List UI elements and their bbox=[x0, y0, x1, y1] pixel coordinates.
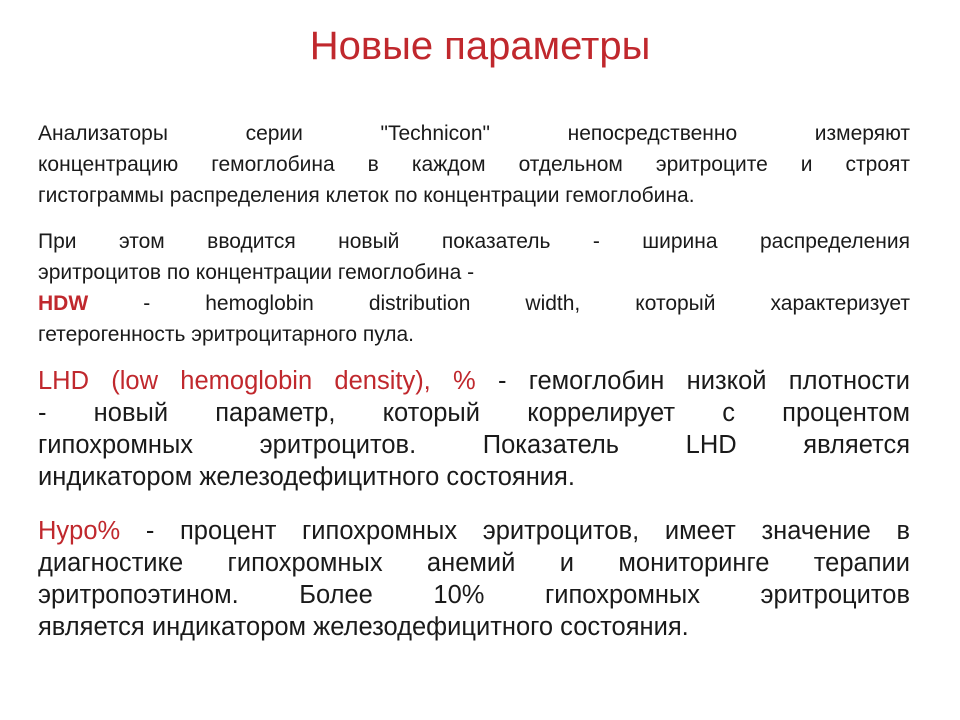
text-line: гипохромных эритроцитов. Показатель LHD является bbox=[38, 431, 910, 459]
lhd-definition: - гемоглобин низкой плотности bbox=[475, 367, 910, 395]
text-line: эритропоэтином. Более 10% гипохромных эритроцитов bbox=[38, 581, 910, 609]
lhd-term: LHD (low hemoglobin density), % bbox=[38, 367, 476, 395]
slide-title: Новые параметры bbox=[309, 24, 651, 68]
hdw-term: HDW bbox=[38, 292, 89, 315]
paragraph-text bbox=[38, 515, 910, 643]
paragraph-hdw bbox=[38, 226, 910, 350]
text-line bbox=[38, 365, 910, 397]
paragraph-lhd bbox=[38, 365, 910, 493]
text-line bbox=[38, 288, 910, 319]
text-line: диагностике гипохромных анемий и мониторинге терапии bbox=[38, 549, 910, 577]
text-line: индикатором железодефицитного состояния. bbox=[38, 463, 575, 491]
text-line: гетерогенность эритроцитарного пула. bbox=[38, 323, 415, 346]
text-line: концентрацию гемоглобина в каждом отдельном эритроците и строят bbox=[38, 153, 910, 176]
paragraph-text bbox=[38, 118, 910, 211]
hypo-definition: - процент гипохромных эритроцитов, имеет значение в bbox=[120, 517, 910, 545]
text-line: гистограммы распределения клеток по концентрации гемоглобина. bbox=[38, 184, 695, 207]
text-line: - новый параметр, который коррелирует с процентом bbox=[38, 399, 910, 427]
text-line: эритроцитов по концентрации гемоглобина - bbox=[38, 261, 475, 284]
paragraph-technicon bbox=[38, 118, 910, 211]
hdw-definition: - hemoglobin distribution width, который характеризует bbox=[88, 292, 910, 315]
text-line: является индикатором железодефицитного состояния. bbox=[38, 613, 689, 641]
text-line: При этом вводится новый показатель - ширина распределения bbox=[38, 230, 910, 253]
text-line: Анализаторы серии "Technicon" непосредственно измеряют bbox=[38, 122, 910, 145]
text-line bbox=[38, 515, 910, 547]
paragraph-text bbox=[38, 226, 910, 350]
paragraph-text bbox=[38, 365, 910, 493]
paragraph-hypo bbox=[38, 515, 910, 643]
hypo-term: Hypo% bbox=[38, 517, 121, 545]
